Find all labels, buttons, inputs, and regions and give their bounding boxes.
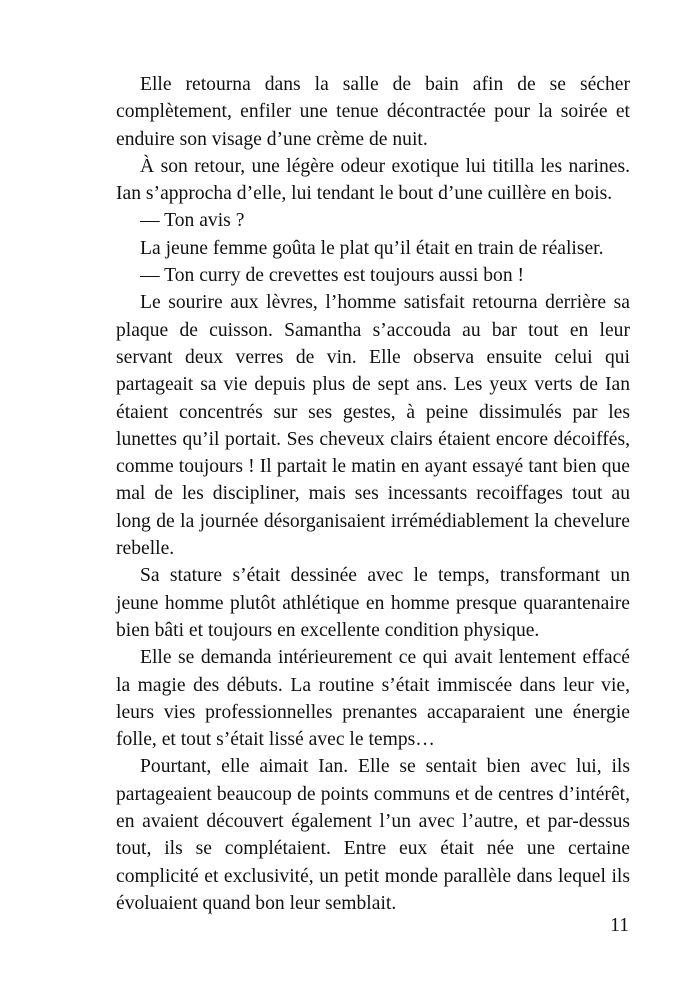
page-number: 11 [610, 915, 629, 936]
paragraph-6: Elle se demanda intérieurement ce qui avait lentement effacé la magie des débuts. La routine s’était immiscée dans leur vie, leurs vies professionnelles prenantes accaparaient une énergie folle, et tout s’était lissé avec le temps… [116, 647, 630, 751]
paragraph-3: La jeune femme goûta le plat qu’il était en train de réaliser. [140, 237, 604, 259]
paragraph-7: Pourtant, elle aimait Ian. Elle se sentait bien avec lui, ils partageaient beaucoup de points communs et de centres d’intérêt, en avaient découvert également l’un avec l’autre, et par-dessus tout, ils se complétaient. Entre eux était née une certaine complicité et exclusivité, un petit monde parallèle dans lequel ils évoluaient quand bon leur semblait. [116, 756, 630, 914]
dialogue-line-1: — Ton avis ? [140, 210, 245, 232]
paragraph-4: Le sourire aux lèvres, l’homme satisfait retourna derrière sa plaque de cuisson. Samantha s’accouda au bar tout en leur servant deux verres de vin. Elle observa ensuite celui qui partageait sa vie depuis plus de sept ans. Les yeux verts de Ian étaient concentrés sur ses gestes, à peine dissimulés par les lunettes qu’il portait. Ses cheveux clairs étaient encore décoiffés, comme toujours ! Il partait le matin en ayant essayé tant bien que mal de les discipliner, mais ses incessants recoiffages tout au long de la journée désorganisaient irrémédiablement la chevelure rebelle. [116, 292, 630, 560]
paragraph-1: Elle retourna dans la salle de bain afin de se sécher complètement, enfiler une tenue décontractée pour la soirée et enduire son visage d’une crème de nuit. [116, 74, 630, 150]
paragraph-5: Sa stature s’était dessinée avec le temps, transformant un jeune homme plutôt athlétique en homme presque quarantenaire bien bâti et toujours en excellente condition physique. [116, 565, 630, 641]
paragraph-2: À son retour, une légère odeur exotique lui titilla les narines. Ian s’approcha d’elle, lui tendant le bout d’une cuillère en bois. [116, 155, 630, 205]
dialogue-line-2: — Ton curry de crevettes est toujours aussi bon ! [140, 265, 525, 287]
page-body [116, 71, 630, 917]
